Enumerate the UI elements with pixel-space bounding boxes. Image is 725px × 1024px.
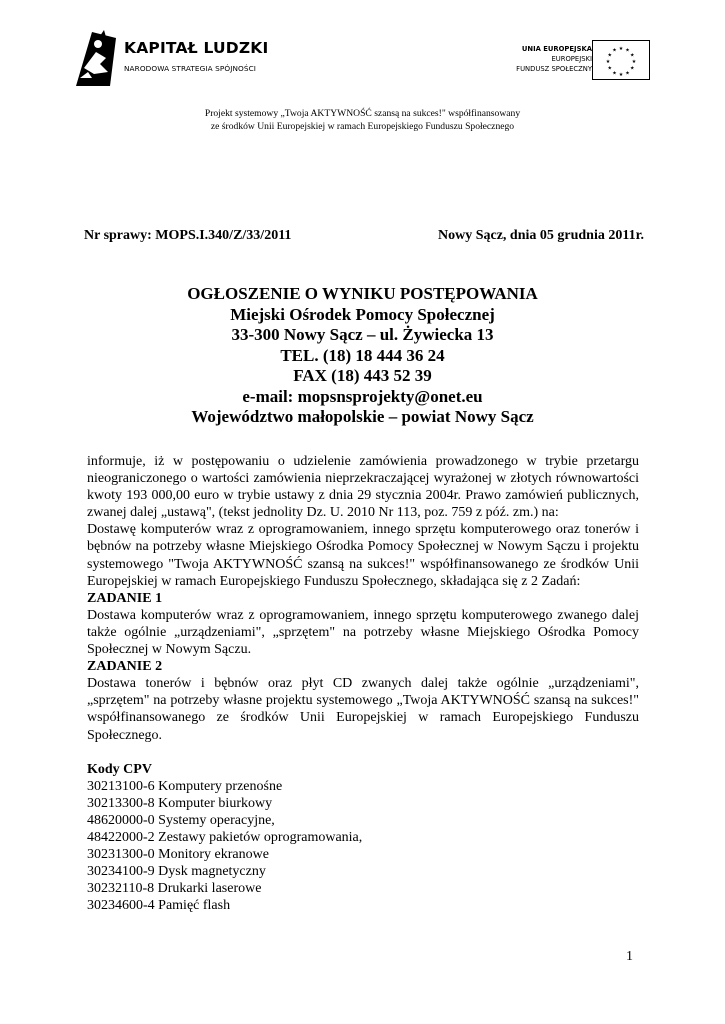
kapital-ludzki-subtitle: NARODOWA STRATEGIA SPÓJNOŚCI bbox=[124, 64, 257, 73]
task1-heading: ZADANIE 1 bbox=[87, 590, 163, 606]
svg-text:★: ★ bbox=[630, 65, 635, 72]
eu-flag-icon bbox=[592, 40, 650, 80]
page-number: 1 bbox=[626, 949, 633, 964]
case-number: Nr sprawy: MOPS.I.340/Z/33/2011 bbox=[84, 228, 292, 243]
spacer bbox=[87, 744, 639, 761]
cpv-code: 30234100-9 Dysk magnetyczny bbox=[87, 864, 266, 880]
task2-paragraph: Dostawa tonerów i bębnów oraz płyt CD zwanych dalej także ogólnie „urządzeniami", „sprzętem" na potrzeby własne projektu systemowego „Twoja AKTYWNOŚĆ szansą na sukces!" współfinansowanego ze środków Unii Europejskiej w ramach Europejskiego Funduszu Społecznego. bbox=[87, 676, 639, 743]
task1-paragraph: Dostawa komputerów wraz z oprogramowaniem, innego sprzętu komputerowego zwanego dalej także ogólnie „urządzeniami", „sprzętem" na potrzeby własne Miejskiego Ośrodka Pomocy Społecznej w Nowym Sączu. bbox=[87, 607, 639, 658]
announcement-title bbox=[0, 284, 725, 428]
cpv-code: 30234600-4 Pamięć flash bbox=[87, 898, 231, 914]
title-line-heading: OGŁOSZENIE O WYNIKU POSTĘPOWANIA bbox=[187, 284, 538, 303]
intro-paragraph: informuje, iż w postępowaniu o udzielenie zamówienia prowadzonego w trybie przetargu nieograniczonego o wartości zamówienia nieprzekraczającej wyrażonej w złotych równowartości kwoty 193 000,00 euro w trybie ustawy z dnia 29 stycznia 2004r. Prawo zamówień publicznych, zwanej dalej „ustawą", (tekst jednolity Dz. U. 2010 Nr 113, poz. 759 z póź. zm.) na: bbox=[87, 454, 639, 521]
eu-logo-text bbox=[516, 44, 592, 74]
eu-logo-line2: EUROPEJSKI bbox=[551, 55, 592, 63]
title-line-fax: FAX (18) 443 52 39 bbox=[293, 366, 432, 385]
title-line-email: e-mail: mopsnsprojekty@onet.eu bbox=[242, 386, 483, 406]
subject-paragraph: Dostawę komputerów wraz z oprogramowaniem, innego sprzętu komputerowego oraz tonerów i bębnów na potrzeby własne Miejskiego Ośrodka Pomocy Społecznej w Nowym Sączu i projektu systemowego "Twoja AKTYWNOŚĆ szansą na sukces!" współfinansowanego ze środków Unii Europejskiej w ramach Europejskiego Funduszu Społecznego, składająca się z 2 Zadań: bbox=[87, 522, 639, 589]
project-note-line1: Projekt systemowy „Twoja AKTYWNOŚĆ szansą na sukces!" współfinansowany bbox=[204, 108, 521, 119]
svg-text:★: ★ bbox=[625, 70, 630, 77]
kapital-ludzki-logo bbox=[70, 28, 270, 88]
svg-text:★: ★ bbox=[607, 52, 612, 59]
cpv-code: 30213100-6 Komputery przenośne bbox=[87, 778, 283, 794]
title-line-institution: Miejski Ośrodek Pomocy Społecznej bbox=[230, 304, 495, 324]
svg-text:★: ★ bbox=[607, 65, 612, 72]
project-note-line2: ze środków Unii Europejskiej w ramach Europejskiego Funduszu Społecznego bbox=[210, 121, 515, 132]
svg-text:★: ★ bbox=[625, 47, 630, 54]
task2-heading: ZADANIE 2 bbox=[87, 659, 163, 675]
cpv-code: 48620000-0 Systemy operacyjne, bbox=[87, 812, 275, 828]
svg-text:★: ★ bbox=[612, 70, 617, 77]
eu-logo-line1: UNIA EUROPEJSKA bbox=[521, 45, 592, 53]
cpv-code: 30232110-8 Drukarki laserowe bbox=[87, 881, 262, 897]
svg-text:★: ★ bbox=[612, 47, 617, 54]
cpv-code: 30231300-0 Monitory ekranowe bbox=[87, 847, 269, 863]
kapital-ludzki-title: KAPITAŁ LUDZKI bbox=[124, 39, 269, 57]
eu-logo-line3: FUNDUSZ SPOŁECZNY bbox=[516, 65, 592, 73]
cpv-heading: Kody CPV bbox=[87, 761, 152, 777]
cpv-code: 48422000-2 Zestawy pakietów oprogramowania, bbox=[87, 829, 363, 845]
svg-text:★: ★ bbox=[618, 72, 624, 78]
document-body bbox=[87, 453, 639, 914]
kapital-ludzki-emblem-icon bbox=[70, 28, 120, 88]
eu-logo bbox=[478, 40, 658, 86]
svg-text:★: ★ bbox=[630, 52, 635, 59]
place-date: Nowy Sącz, dnia 05 grudnia 2011r. bbox=[437, 228, 644, 243]
cpv-code: 30213300-8 Komputer biurkowy bbox=[87, 795, 273, 811]
title-line-address: 33-300 Nowy Sącz – ul. Żywiecka 13 bbox=[231, 325, 494, 344]
svg-text:★: ★ bbox=[618, 46, 624, 52]
project-note bbox=[0, 107, 725, 133]
title-line-phone: TEL. (18) 18 444 36 24 bbox=[280, 345, 445, 365]
reference-line bbox=[84, 228, 644, 244]
title-line-region: Województwo małopolskie – powiat Nowy Sącz bbox=[191, 407, 534, 426]
svg-text:★: ★ bbox=[631, 59, 637, 65]
svg-text:★: ★ bbox=[605, 59, 611, 65]
